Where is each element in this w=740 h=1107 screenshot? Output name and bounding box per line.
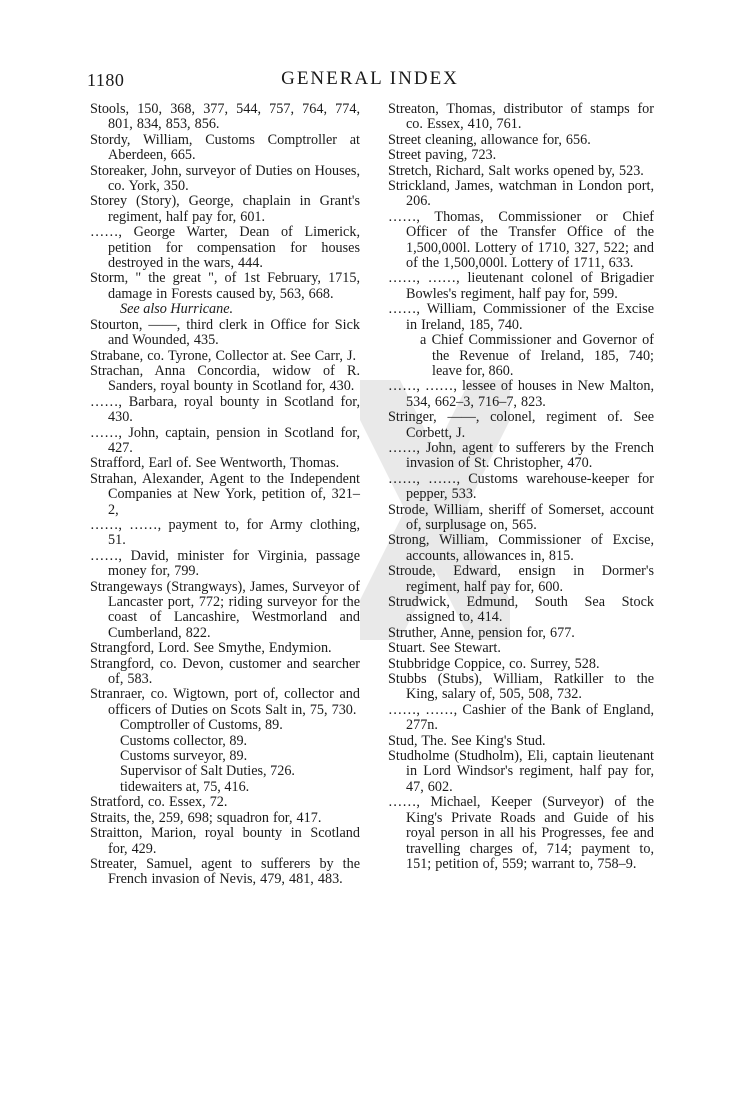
index-entry: Straitton, Marion, royal bounty in Scotland for, 429. [90,825,360,857]
index-entry: Storeaker, John, surveyor of Duties on Houses, co. York, 350. [90,162,360,195]
index-subentry: tidewaiters at, 75, 416. [120,778,250,795]
index-entry: Strode, William, sheriff of Somerset, account of, surplusage on, 565. [388,501,654,533]
index-entry: Strachan, Anna Concordia, widow of R. Sanders, royal bounty in Scotland for, 430. [90,362,360,395]
index-entry: Streaton, Thomas, distributor of stamps for co. Essex, 410, 761. [388,101,654,133]
index-entry: Streater, Samuel, agent to sufferers by the French invasion of Nevis, 479, 481, 483. [90,855,360,888]
page-number: 1180 [87,70,125,90]
index-entry: Storey (Story), George, chaplain in Grant's regiment, half pay for, 601. [90,193,360,225]
page-title: GENERAL INDEX [281,68,459,89]
index-entry: Strabane, co. Tyrone, Collector at. See Carr, J. [90,347,357,364]
index-entry: Street cleaning, allowance for, 656. [388,131,591,148]
index-entry: ……, John, captain, pension in Scotland for, 427. [90,424,360,456]
index-subentry: Supervisor of Salt Duties, 726. [120,763,295,780]
index-entry: ……, George Warter, Dean of Limerick, petition for compensation for houses destroyed in the wars, 444. [90,224,360,272]
index-entry: Strangeways (Strangways), James, Surveyor of Lancaster port, 772; riding surveyor for the coast of Lancashire, Westmorland and Cumberland, 822. [90,578,360,641]
index-entry: Stordy, William, Customs Comptroller at Aberdeen, 665. [90,131,360,164]
index-subentry: Comptroller of Customs, 89. [120,717,283,734]
index-subentry: Customs surveyor, 89. [120,748,248,765]
index-entry: ……, ……, lieutenant colonel of Brigadier Bowles's regiment, half pay for, 599. [388,270,654,302]
index-entry: Stroude, Edward, ensign in Dormer's regiment, half pay for, 600. [388,563,654,595]
index-entry: Strafford, Earl of. See Wentworth, Thomas. [90,455,340,472]
index-entry: Straits, the, 259, 698; squadron for, 417. [90,809,322,826]
index-entry: Strong, William, Commissioner of Excise, accounts, allowances in, 815. [388,532,654,564]
index-subentry: a Chief Commissioner and Governor of the Revenue of Ireland, 185, 740; leave for, 860. [420,332,654,379]
index-entry: Storm, " the great ", of 1st February, 1715, damage in Forests caused by, 563, 668. [90,270,360,302]
index-entry: ……, David, minister for Virginia, passage money for, 799. [90,547,360,580]
index-entry: ……, Michael, Keeper (Surveyor) of the King's Private Roads and Guide of his royal person in all his Progresses, fee and travelling charges of, 714; payment to, 151; petition of, 559; warrant to, 758–9. [388,794,654,872]
index-entry: Strahan, Alexander, Agent to the Independent Companies at New York, petition of, 321–2, [90,470,360,518]
index-entry: Strudwick, Edmund, South Sea Stock assigned to, 414. [388,594,654,626]
index-entry: Street paving, 723. [388,147,497,164]
index-entry: Stretch, Richard, Salt works opened by, 523. [388,162,644,179]
index-entry: ……, ……, Cashier of the Bank of England, 277n. [388,701,654,734]
index-entry: Strangford, Lord. See Smythe, Endymion. [90,640,332,657]
index-entry: Stubbs (Stubs), William, Ratkiller to the King, salary of, 505, 508, 732. [388,671,654,703]
index-entry: Stourton, ——, third clerk in Office for Sick and Wounded, 435. [90,316,360,349]
index-entry: Stuart. See Stewart. [388,640,501,657]
index-entry: ……, ……, lessee of houses in New Malton, 534, 662–3, 716–7, 823. [388,378,654,410]
index-entry: Stranraer, co. Wigtown, port of, collector and officers of Duties on Scots Salt in, 75, 730. [90,686,360,718]
index-entry: ……, John, agent to sufferers by the French invasion of St. Christopher, 470. [388,439,654,472]
index-entry: ……, William, Commissioner of the Excise in Ireland, 185, 740. [388,301,654,333]
page-header [0,70,740,94]
index-column-right [388,102,654,872]
index-entry: Strangford, co. Devon, customer and searcher of, 583. [90,655,360,688]
index-subentry: Customs collector, 89. [120,732,248,749]
index-entry: Struther, Anne, pension for, 677. [388,624,575,641]
index-cross-reference: See also Hurricane. [120,301,234,318]
index-entry: ……, Barbara, royal bounty in Scotland for, 430. [90,393,360,426]
index-entry: Stud, The. See King's Stud. [388,732,546,749]
index-entry: Strickland, James, watchman in London port, 206. [388,178,654,210]
index-entry: Stratford, co. Essex, 72. [90,794,228,811]
index-entry: ……, ……, Customs warehouse-keeper for pepper, 533. [388,470,654,503]
index-entry: ……, ……, payment to, for Army clothing, 51. [90,516,360,549]
index-column-left [90,102,360,888]
index-entry: ……, Thomas, Commissioner or Chief Officer of the Transfer Office of the 1,500,000l. Lottery of 1710, 327, 522; and of the 1,500,000l. Lottery of 1711, 633. [388,208,654,272]
index-entry: Studholme (Studholm), Eli, captain lieutenant in Lord Windsor's regiment, half pay for, 47, 602. [388,748,654,795]
index-entry: Stools, 150, 368, 377, 544, 757, 764, 774, 801, 834, 853, 856. [90,101,360,133]
index-entry: Stringer, ——, colonel, regiment of. See Corbett, J. [388,409,654,441]
index-entry: Stubbridge Coppice, co. Surrey, 528. [388,655,600,672]
